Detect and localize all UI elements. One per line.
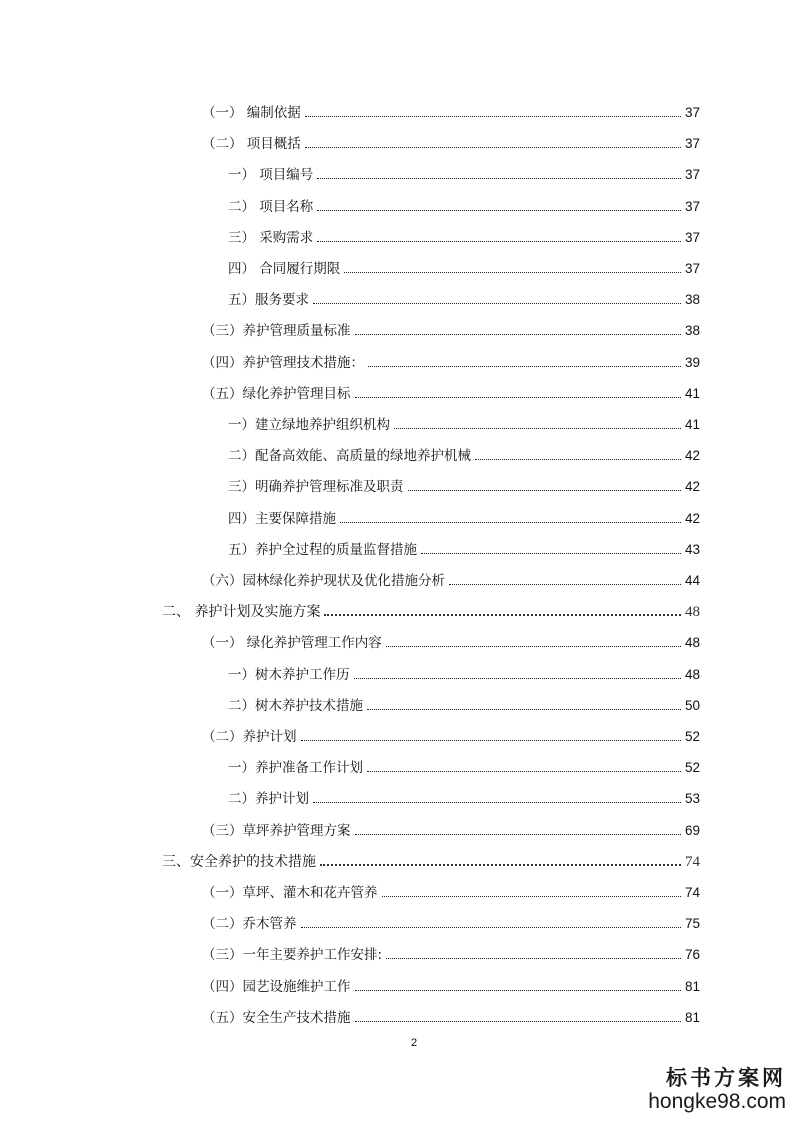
toc-entry-title: （四）园艺设施维护工作 (202, 978, 351, 995)
dot-leader (368, 366, 681, 367)
dot-leader (313, 303, 681, 304)
dot-leader (305, 147, 681, 148)
toc-entry-page: 37 (684, 167, 700, 183)
toc-entry-page: 38 (684, 323, 700, 339)
toc-entry-page: 50 (684, 697, 700, 713)
dot-leader (475, 459, 681, 460)
toc-entry-title: 一）建立绿地养护组织机构 (228, 417, 390, 433)
toc-entry[interactable] (228, 662, 700, 684)
toc-entry-title: 二、 养护计划及实施方案 (162, 604, 321, 621)
toc-entry[interactable] (202, 1005, 700, 1027)
toc-entry[interactable] (228, 506, 700, 528)
site-watermark (646, 1062, 786, 1114)
toc-entry-title: 二）树木养护技术措施 (228, 697, 363, 714)
toc-entry[interactable] (228, 162, 700, 184)
toc-entry[interactable] (202, 818, 700, 840)
toc-entry-page: 42 (684, 479, 700, 495)
toc-entry-page: 48 (684, 635, 700, 651)
dot-leader (317, 210, 681, 211)
toc-entry-page: 74 (684, 885, 700, 900)
toc-entry-page: 44 (684, 573, 700, 588)
dot-leader (367, 771, 681, 772)
toc-entry[interactable] (228, 256, 700, 278)
dot-leader (324, 614, 681, 616)
toc-entry[interactable] (202, 350, 700, 372)
toc-entry[interactable] (202, 131, 700, 153)
dot-leader (317, 241, 681, 242)
toc-entry-page: 81 (684, 978, 700, 994)
toc-entry[interactable] (202, 911, 700, 933)
toc-entry[interactable] (202, 100, 700, 122)
dot-leader (355, 990, 681, 991)
toc-entry[interactable] (162, 849, 700, 871)
toc-entry-title: 一）树木养护工作历 (228, 666, 350, 683)
dot-leader (301, 927, 681, 928)
toc-entry[interactable] (228, 693, 700, 715)
toc-entry-page: 39 (684, 354, 700, 370)
toc-entry-page: 53 (684, 791, 700, 807)
toc-entry[interactable] (202, 568, 700, 590)
dot-leader (394, 428, 681, 429)
toc-entry-title: （六）园林绿化养护现状及优化措施分析 (202, 573, 445, 589)
dot-leader (305, 116, 681, 117)
watermark-name: 标书方案网 (666, 1065, 786, 1090)
dot-leader (367, 709, 681, 710)
toc-entry-title: 四）主要保障措施 (228, 510, 336, 527)
toc-entry-title: （二） 项目概括 (202, 136, 301, 153)
dot-leader (354, 678, 681, 679)
toc-entry-page: 41 (684, 385, 700, 401)
toc-entry-page: 52 (684, 729, 700, 744)
toc-entry[interactable] (202, 381, 700, 403)
dot-leader (355, 1021, 681, 1022)
toc-entry-title: 一） 项目编号 (228, 167, 314, 184)
toc-entry[interactable] (228, 537, 700, 559)
toc-entry-title: 二）配备高效能、高质量的绿地养护机械 (228, 448, 471, 465)
dot-leader (355, 334, 681, 335)
toc-entry-title: （二）乔木管养 (202, 916, 297, 933)
dot-leader (317, 178, 681, 179)
toc-entry[interactable] (228, 786, 700, 808)
dot-leader (382, 896, 681, 897)
dot-leader (421, 553, 681, 554)
toc-entry[interactable] (228, 755, 700, 777)
toc-entry-page: 37 (684, 136, 700, 152)
dot-leader (386, 958, 681, 959)
toc-entry-title: 三）明确养护管理标准及职责 (228, 479, 404, 496)
toc-entry-title: 五）养护全过程的质量监督措施 (228, 541, 417, 558)
toc-entry-title: （一）草坪、灌木和花卉管养 (202, 885, 378, 901)
dot-leader (386, 646, 681, 647)
toc-entry-title: （一） 绿化养护管理工作内容 (202, 635, 382, 652)
toc-entry-page: 52 (684, 760, 700, 776)
toc-entry-title: 二）养护计划 (228, 791, 309, 808)
dot-leader (408, 490, 681, 491)
toc-entry-title: （一） 编制依据 (202, 105, 301, 121)
toc-entry[interactable] (202, 942, 700, 964)
toc-entry[interactable] (228, 194, 700, 216)
toc-entry-page: 37 (684, 261, 700, 276)
toc-entry-page: 48 (684, 666, 700, 682)
toc-entry[interactable] (228, 474, 700, 496)
toc-entry-page: 41 (684, 417, 700, 432)
dot-leader (301, 740, 681, 741)
dot-leader (355, 397, 681, 398)
toc-entry[interactable] (228, 443, 700, 465)
toc-entry-title: （三）一年主要养护工作安排: (202, 947, 383, 964)
toc-entry[interactable] (202, 318, 700, 340)
toc-entry-page: 74 (685, 853, 700, 870)
dot-leader (320, 864, 681, 866)
toc-entry-page: 42 (684, 510, 700, 526)
toc-entry-title: 四） 合同履行期限 (228, 261, 341, 277)
toc-entry-title: （五）安全生产技术措施 (202, 1009, 351, 1026)
dot-leader (344, 272, 681, 273)
dot-leader (449, 584, 681, 585)
toc-entry-page: 37 (684, 198, 700, 214)
toc-entry[interactable] (202, 880, 700, 902)
toc-entry-title: 三） 采购需求 (228, 229, 314, 246)
toc-entry-title: 三、安全养护的技术措施 (162, 853, 316, 870)
toc-entry-page: 37 (684, 105, 700, 120)
toc-entry[interactable] (202, 974, 700, 996)
toc-entry-title: 一）养护准备工作计划 (228, 760, 363, 777)
toc-entry-title: 二） 项目名称 (228, 198, 314, 215)
toc-entry[interactable] (228, 412, 700, 434)
toc-entry-page: 42 (684, 448, 700, 464)
toc-entry-page: 76 (684, 947, 700, 963)
toc-entry-title: （四）养护管理技术措施： (202, 354, 364, 371)
dot-leader (313, 802, 681, 803)
toc-entry-title: 五）服务要求 (228, 292, 309, 309)
toc-entry-page: 48 (685, 604, 700, 621)
toc-entry[interactable] (228, 225, 700, 247)
toc-entry-page: 75 (684, 916, 700, 932)
toc-entry-page: 43 (684, 541, 700, 557)
toc-entry-title: （三）养护管理质量标准 (202, 323, 351, 340)
dot-leader (340, 522, 681, 523)
watermark-url: hongke98.com (648, 1090, 786, 1113)
toc-entry[interactable] (162, 599, 700, 621)
toc-entry-page: 38 (684, 292, 700, 308)
toc-entry-page: 81 (684, 1009, 700, 1025)
toc-entry[interactable] (202, 724, 700, 746)
page-number: 2 (411, 1037, 418, 1049)
toc-entry-title: （五）绿化养护管理目标 (202, 385, 351, 402)
toc-entry-title: （三）草坪养护管理方案 (202, 822, 351, 839)
toc-entry[interactable] (202, 630, 700, 652)
toc-entry-page: 69 (684, 822, 700, 838)
toc-entry[interactable] (228, 287, 700, 309)
toc-entry-page: 37 (684, 229, 700, 245)
dot-leader (355, 834, 681, 835)
toc-entry-title: （二）养护计划 (202, 729, 297, 745)
